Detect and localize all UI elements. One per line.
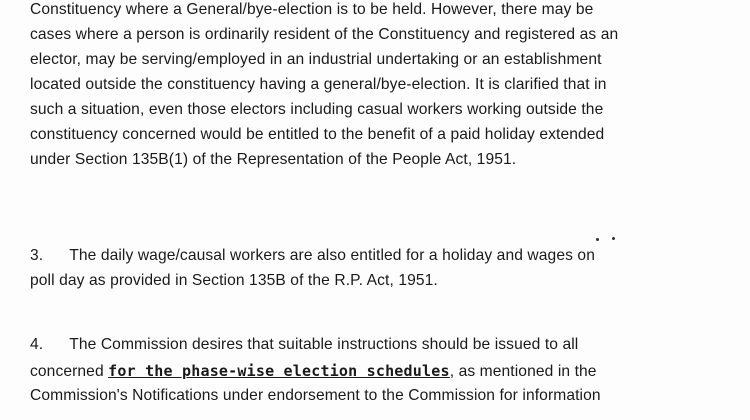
text-line: constituency concerned would be entitled to the benefit of a paid holiday extended bbox=[30, 126, 605, 143]
paragraph-4-line-3: Commission's Notifications under endorsement to the Commission for information bbox=[30, 387, 601, 404]
paragraph-text: , as mentioned in the bbox=[449, 363, 597, 380]
text-line: under Section 135B(1) of the Representation of the People Act, 1951. bbox=[30, 151, 517, 168]
text-line: elector, may be serving/employed in an industrial undertaking or an establishment bbox=[30, 51, 602, 68]
paragraph-number: 3. bbox=[30, 247, 44, 264]
text-line: Constituency where a General/bye-election is to be held. However, there may be bbox=[30, 1, 594, 18]
paragraph-4-line-1 bbox=[30, 336, 578, 354]
paragraph-3-line-1 bbox=[30, 247, 595, 265]
text-line: located outside the constituency having a general/bye-election. It is clarified that in bbox=[30, 76, 607, 93]
paragraph-text: The Commission desires that suitable instructions should be issued to all bbox=[69, 336, 579, 353]
emphasized-text: for the phase-wise election schedules bbox=[108, 362, 450, 380]
text-line: cases where a person is ordinarily resident of the Constituency and registered as an bbox=[30, 26, 619, 43]
paragraph-3-line-2: poll day as provided in Section 135B of the R.P. Act, 1951. bbox=[30, 272, 438, 289]
paragraph-text: concerned bbox=[30, 363, 109, 380]
paragraph-number: 4. bbox=[30, 336, 44, 353]
text-line: such a situation, even those electors including casual workers working outside the bbox=[30, 101, 604, 118]
paragraph-text: The daily wage/causal workers are also entitled for a holiday and wages on bbox=[69, 247, 595, 264]
scan-speck bbox=[596, 238, 599, 241]
scan-speck bbox=[612, 237, 615, 240]
paragraph-4-line-2 bbox=[30, 362, 597, 381]
